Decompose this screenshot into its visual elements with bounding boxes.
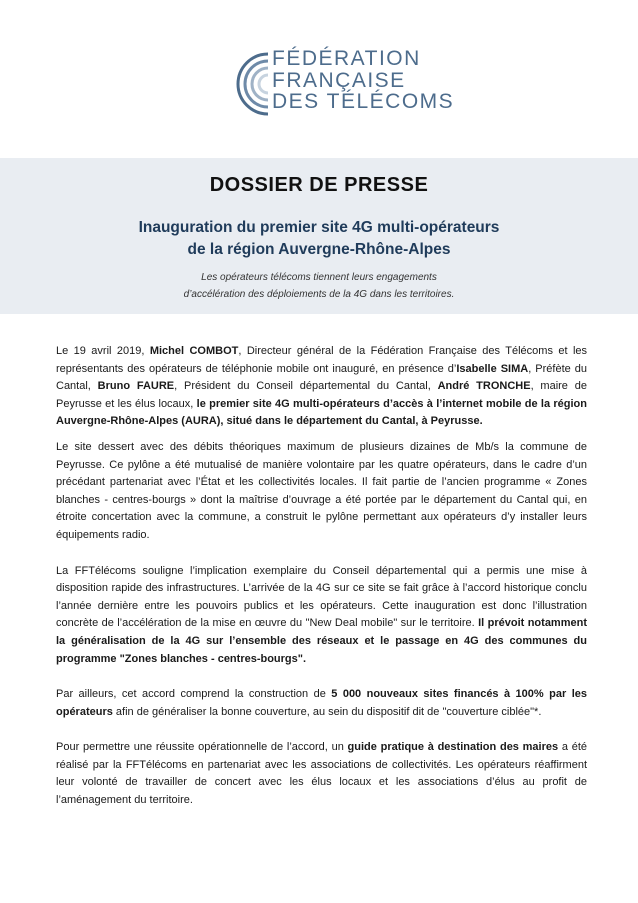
banner-note-line-1: Les opérateurs télécoms tiennent leurs engagements [201, 272, 437, 283]
banner-note [0, 269, 638, 303]
press-body [56, 343, 587, 818]
body-paragraph-4 [56, 686, 587, 721]
bold-run: Isabelle SIMA [456, 362, 529, 375]
bold-run: le premier site 4G multi-opérateurs d’accès à l’internet mobile de la région Auvergne-Rhône-Alpes (AURA), situé dans le département du Cantal, à Peyrusse. [56, 397, 587, 428]
text-run: Pour permettre une réussite opérationnelle de l’accord, un [56, 741, 348, 754]
text-run: Par ailleurs, cet accord comprend la construction de [56, 688, 332, 701]
text-run: , maire de Peyrusse et les élus locaux, [56, 380, 587, 410]
body-paragraph-5 [56, 739, 587, 809]
text-run: , Directeur général de la Fédération Française des Télécoms et les représentants des opérateurs de téléphonie mobile ont inauguré, en présence d’ [56, 345, 588, 375]
bold-run: André TRONCHE [437, 380, 531, 393]
banner-title: DOSSIER DE PRESSE [209, 174, 429, 196]
bold-run: guide pratique à destination des maires [347, 741, 559, 754]
text-run: a été réalisé par la FFTélécoms en partenariat avec les associations de collectivités. Les opérateurs réaffirment leur volonté de travailler de concert avec les élus locaux et les associations d’élus au profit de l’aménagement du territoire. [56, 741, 587, 807]
text-run: La FFTélécoms souligne l’implication exemplaire du Conseil départemental qui a permis une mise à disposition rapide des infrastructures. L’arrivée de la 4G sur ce site se fait grâce à l’accord historique conclu l’année dernière entre les pouvoirs publics et les opérateurs. Cette inauguration est donc l’illustration concrète de l’accélération de la mise en œuvre du "New Deal mobile" sur le territoire. [56, 564, 587, 630]
press-banner [0, 158, 638, 314]
bold-run: Bruno FAURE [97, 380, 175, 393]
body-paragraph-2 [56, 439, 587, 545]
text-run: afin de généraliser la bonne couverture, au sein du dispositif dit de "couverture ciblée"*. [112, 705, 542, 718]
banner-subtitle-line-2: de la région Auvergne-Rhône-Alpes [187, 241, 451, 258]
banner-note-line-2: d’accélération des déploiements de la 4G dans les territoires. [183, 289, 455, 300]
banner-subtitle-line-1: Inauguration du premier site 4G multi-opérateurs [138, 219, 500, 236]
banner-subtitle [0, 217, 638, 261]
bold-run: 5 000 nouveaux sites financés à 100% par les opérateurs [56, 688, 587, 718]
bold-run: Michel COMBOT [149, 345, 239, 357]
logo-line-1: FÉDÉRATION [272, 47, 421, 70]
text-run: , Président du Conseil départemental du Cantal, [174, 380, 438, 393]
body-paragraph-1 [56, 343, 587, 431]
fft-logo [228, 47, 455, 128]
bold-run: Il prévoit notamment la généralisation de la 4G sur l’ensemble des réseaux et le passage en 4G des communes du programme "Zones blanches - centres-bourgs". [56, 617, 587, 665]
logo-wordmark [272, 48, 454, 113]
body-paragraph-3 [56, 563, 587, 669]
text-run: Le site dessert avec des débits théoriques maximum de plusieurs dizaines de Mb/s la commune de Peyrusse. Ce pylône a été mutualisé de manière volontaire par les quatre opérateurs, dans le cadre d’un précédant partenariat avec l’État et les collectivités locales. Il fait partie de l’ancien programme « Zones blanches - centres-bourgs » dont la maîtrise d’ouvrage a été portée par le département du Cantal qui, en étroite concertation avec la commune, a construit le pylône permettant aux opérateurs d’y installer leurs équipements radio. [56, 440, 587, 541]
text-run: Le 19 avril 2019, [56, 345, 150, 357]
logo-line-2: FRANÇAISE [272, 68, 406, 92]
text-run: , Préfète du Cantal, [56, 362, 588, 393]
logo-line-3: DES TÉLÉCOMS [272, 90, 455, 113]
fft-logo-mark-icon [228, 48, 272, 120]
